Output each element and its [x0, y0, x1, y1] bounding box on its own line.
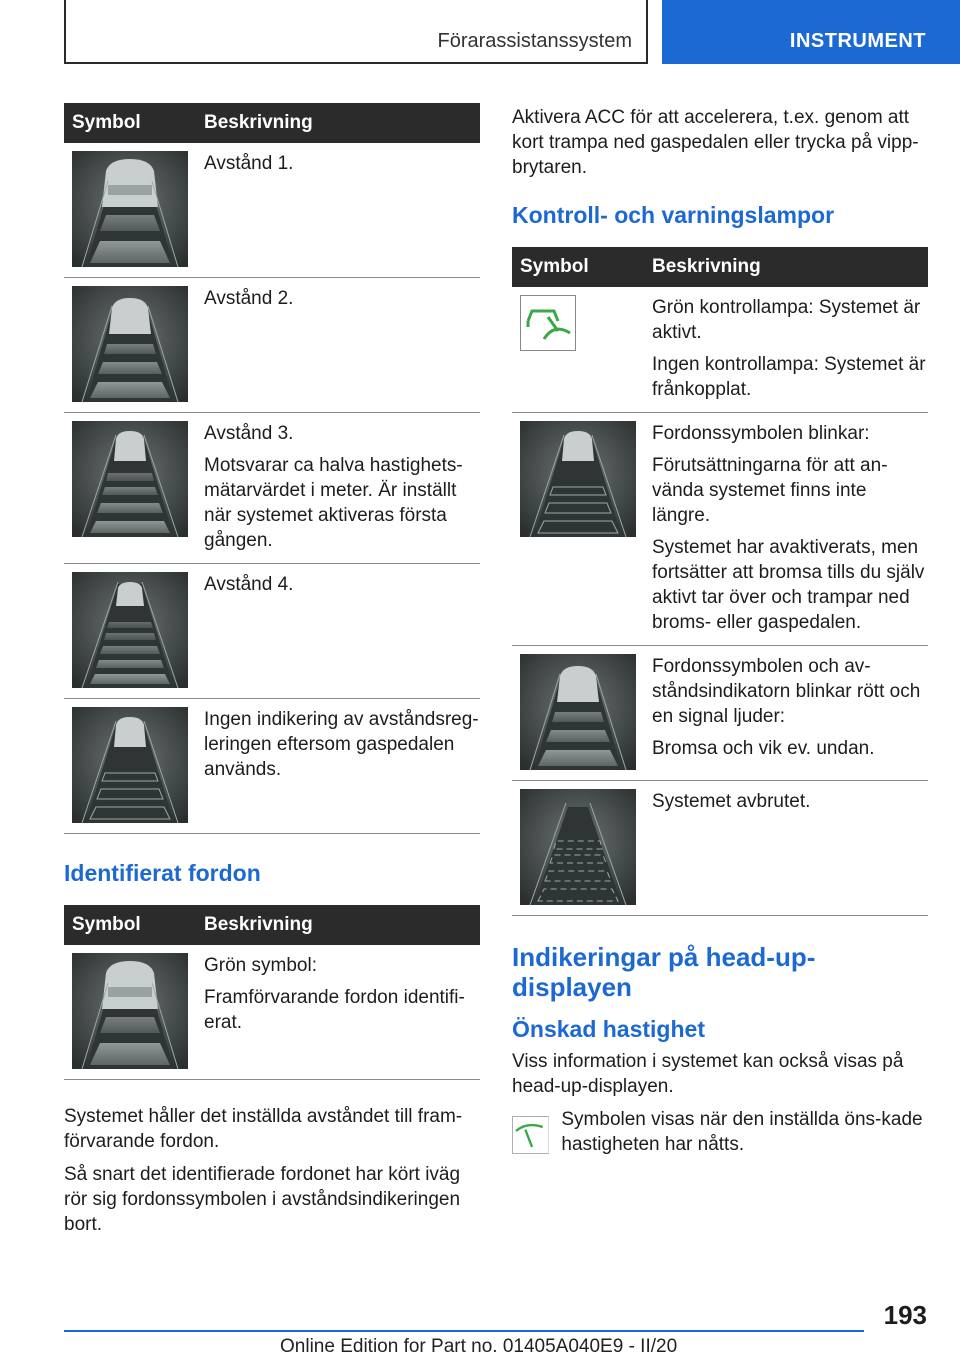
footer-edition: Online Edition for Part no. 01405A040E9 - II/20 [280, 1336, 678, 1357]
hud-symbol-row [512, 1107, 928, 1163]
page-number: 193 [883, 1300, 927, 1330]
paragraph-keeps-distance: Systemet håller det inställda avståndet till fram-förvarande fordon. [64, 1106, 463, 1152]
distance-2-icon [72, 286, 188, 402]
header-chapter-label: INSTRUMENT [789, 30, 926, 52]
table-row [64, 143, 480, 278]
table-row [512, 646, 928, 781]
row-description: Fordonssymbolen och av-ståndsindikatorn blinkar rött och en signal ljuder: Bromsa och vik ev. undan. [644, 646, 928, 781]
table-row [64, 564, 480, 699]
paragraph-activate-acc: Aktivera ACC för att accelerera, t.ex. genom att kort trampa ned gaspedalen eller trycka på vipp-brytaren. [512, 107, 919, 178]
header-section-box [64, 0, 648, 64]
distance-4-icon [72, 572, 188, 688]
col-desc-header: Beskrivning [196, 905, 480, 945]
table-row [64, 278, 480, 413]
indicator-lamps-heading: Kontroll- och varningslampor [512, 202, 835, 228]
row-description: Avstånd 1. [196, 143, 480, 278]
row-description: Grön kontrollampa: Systemet är aktivt. Ingen kontrollampa: Systemet är frånkopplat. [644, 287, 928, 413]
vehicle-and-distance-flashing-icon [520, 654, 636, 770]
table-row [512, 781, 928, 916]
col-desc-header: Beskrivning [196, 103, 480, 143]
indicator-lamps-table [512, 247, 928, 916]
row-description: Avstånd 3. Motsvarar ca halva hastighets-mätarvärdet i meter. Är inställt när systemet aktiveras första gången. [196, 413, 480, 564]
vehicle-symbol-flashing-icon [520, 421, 636, 537]
row-description: Ingen indikering av avståndsreg-leringen eftersom gaspedalen används. [196, 699, 480, 834]
paragraph-hud-info: Viss information i systemet kan också visas på head-up-displayen. [512, 1051, 904, 1097]
footer-rule [64, 1330, 864, 1332]
acc-green-lamp-icon [520, 295, 576, 351]
row-description: Avstånd 2. [196, 278, 480, 413]
row-description: Systemet avbrutet. [644, 781, 928, 916]
row-description: Grön symbol: Framförvarande fordon identifi-erat. [196, 945, 480, 1080]
identified-vehicle-table [64, 905, 480, 1080]
right-column [512, 103, 928, 1163]
table-row [64, 945, 480, 1080]
table-row [64, 413, 480, 564]
col-desc-header: Beskrivning [644, 247, 928, 287]
col-symbol-header: Symbol [512, 247, 644, 287]
no-distance-indication-icon [72, 707, 188, 823]
distance-3-icon [72, 421, 188, 537]
desired-speed-reached-icon [512, 1107, 549, 1163]
table-row [512, 413, 928, 646]
distance-1-icon [72, 151, 188, 267]
table-row [64, 699, 480, 834]
row-description: Avstånd 4. [196, 564, 480, 699]
header-chapter-tab[interactable] [662, 0, 960, 64]
left-column [64, 103, 480, 1245]
head-up-display-heading: Indikeringar på head-up-displayen [512, 942, 816, 1002]
paragraph-vehicle-gone: Så snart det identifierade fordonet har kört iväg rör sig fordonssymbolen i avståndsindikeringen bort. [64, 1164, 461, 1235]
table-row [512, 287, 928, 413]
desired-speed-subheading: Önskad hastighet [512, 1016, 705, 1042]
identified-vehicle-heading: Identifierat fordon [64, 860, 261, 886]
col-symbol-header: Symbol [64, 103, 196, 143]
identified-vehicle-icon [72, 953, 188, 1069]
hud-symbol-text: Symbolen visas när den inställda öns-kade hastigheten har nåtts. [561, 1109, 923, 1155]
row-description: Fordonssymbolen blinkar: Förutsättningarna för att an-vända systemet finns inte längre. Systemet har avaktiverats, men fortsätter att bromsa tills du själv aktivt tar över och trampar ned broms- eller gaspedalen. [644, 413, 928, 646]
system-interrupted-icon [520, 789, 636, 905]
header-section-title: Förarassistanssystem [437, 30, 632, 52]
col-symbol-header: Symbol [64, 905, 196, 945]
distance-symbol-table [64, 103, 480, 834]
